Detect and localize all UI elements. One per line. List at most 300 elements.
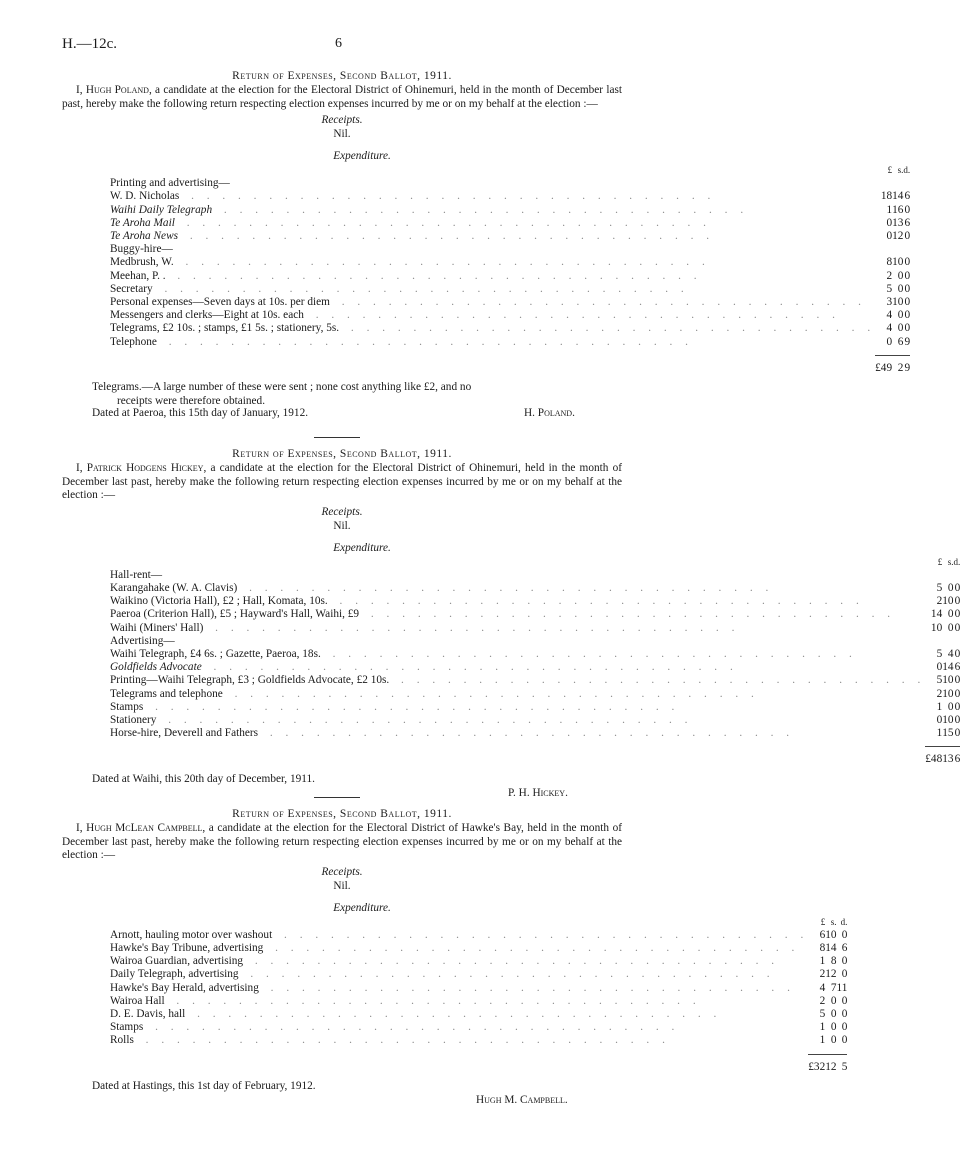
expense-label: Waihi (Miners' Hall) <box>110 622 207 634</box>
amount-shillings: 0 <box>830 1034 837 1047</box>
amount-pounds: 2 <box>936 595 943 608</box>
amount-pounds: 5 <box>819 1007 826 1020</box>
amount-shillings: 10 <box>942 713 954 726</box>
expenditure-table <box>110 916 847 1074</box>
expense-label-cell <box>110 1034 808 1047</box>
leader-dots: . . . . . . . . . . . . . . . . . . . . . . . . . . . . . . . . . . <box>267 941 800 954</box>
expense-label: Paeroa (Criterion Hall), £5 ; Hayward's Hall, Waihi, £9 <box>110 608 363 620</box>
amount-pence: 0 <box>841 968 848 981</box>
expense-row <box>110 243 910 256</box>
amount-pounds: 0 <box>886 216 893 229</box>
section-divider <box>314 437 360 438</box>
total-row <box>110 747 960 767</box>
amount-shillings: 0 <box>947 621 954 634</box>
leader-dots: . . . . . . . . . . . . . . . . . . . . . . . . . . . . . . . . . . <box>160 335 693 348</box>
expense-label: Secretary <box>110 283 157 295</box>
amount-pence: 0 <box>904 269 911 282</box>
expense-label: Printing and advertising— <box>110 177 234 189</box>
expense-row <box>110 582 960 595</box>
leader-dots: . . . . . . . . . . . . . . . . . . . . . . . . . . . . . . . . . . <box>147 1021 680 1034</box>
amount-pence: 0 <box>904 296 911 309</box>
dated-line: Dated at Paeroa, this 15th day of January, 1912. <box>92 406 309 419</box>
amount-shillings: 14 <box>892 190 904 203</box>
amount-pounds: 1 <box>936 727 943 740</box>
amount-pence: 0 <box>954 687 960 700</box>
expense-row <box>110 701 960 714</box>
amount-pence: 0 <box>841 928 848 941</box>
amount-pounds: 8 <box>886 256 893 269</box>
column-header-spacer <box>110 916 808 929</box>
amount-shillings: 10 <box>942 687 954 700</box>
amount-pence: 0 <box>954 700 960 713</box>
amount-shillings: 13 <box>892 216 904 229</box>
amount-pounds: 0 <box>886 335 893 348</box>
amount-pounds <box>875 177 892 190</box>
expenditure-heading: Expenditure. <box>333 901 391 914</box>
expense-label-cell <box>110 256 875 269</box>
amount-shillings: 0 <box>897 322 904 335</box>
expense-label-cell <box>110 688 925 701</box>
amount-shillings: 10 <box>892 296 904 309</box>
column-header: s. <box>947 556 954 567</box>
expense-label-cell <box>110 230 875 243</box>
column-header: d. <box>953 556 960 567</box>
expense-label: Goldfields Advocate <box>110 661 206 673</box>
expense-row <box>110 217 910 230</box>
amount-pounds: 1 <box>886 203 893 216</box>
amount-pence: 0 <box>841 1021 848 1034</box>
leader-dots: . . . . . . . . . . . . . . . . . . . . . . . . . . . . . . . . . . <box>189 1007 722 1020</box>
amount-shillings: 10 <box>825 928 837 941</box>
column-header: s. <box>897 165 904 175</box>
total-label-spacer <box>110 747 925 767</box>
column-header-row <box>110 916 847 929</box>
amount-pounds: 4 <box>819 981 826 994</box>
total-row <box>110 1054 847 1074</box>
amount-shillings <box>942 569 953 582</box>
expense-label: Medbrush, W. <box>110 256 178 268</box>
amount-pence: 0 <box>841 955 848 968</box>
amount-pence: 6 <box>904 190 911 203</box>
column-header: d. <box>903 165 911 175</box>
expenditure-table <box>110 164 910 375</box>
expense-label: Karangahake (W. A. Clavis) <box>110 582 241 594</box>
column-header-row <box>110 164 910 177</box>
expense-label-cell <box>110 622 925 635</box>
amount-pounds: 0 <box>886 230 893 243</box>
expense-row <box>110 714 960 727</box>
expense-row <box>110 1021 847 1034</box>
amount-shillings: 16 <box>892 203 904 216</box>
expense-label-cell <box>110 674 925 687</box>
amount-pence: 0 <box>904 256 911 269</box>
expenditure-heading: Expenditure. <box>333 541 391 554</box>
amount-pence: 9 <box>904 335 911 348</box>
candidate-name: Hugh McLean Campbell <box>86 822 203 834</box>
expense-label-cell <box>110 727 925 740</box>
expenditure-heading: Expenditure. <box>333 150 391 162</box>
amount-pence <box>903 243 910 256</box>
leader-dots: . . . . . . . . . . . . . . . . . . . . . . . . . . . . . . . . . . <box>137 1034 670 1047</box>
expense-label: Hawke's Bay Tribune, advertising <box>110 942 267 954</box>
column-header: s. <box>830 916 837 927</box>
leader-dots: . . . . . . . . . . . . . . . . . . . . . . . . . . . . . . . . . . <box>160 713 693 726</box>
expense-row <box>110 648 960 661</box>
amount-pence: 0 <box>904 322 911 335</box>
amount-pence: 0 <box>954 581 960 594</box>
amount-pence: 0 <box>954 713 960 726</box>
leader-dots: . . . . . . . . . . . . . . . . . . . . . . . . . . . . . . . . . . <box>182 230 715 243</box>
note-line: Telegrams.—A large number of these were sent ; none cost anything like £2, and no <box>92 381 472 394</box>
amount-pounds: 14 <box>930 608 943 621</box>
expense-label: Daily Telegraph, advertising <box>110 968 243 980</box>
amount-pence: 0 <box>954 621 960 634</box>
column-header-row <box>110 556 960 569</box>
column-header-spacer <box>110 164 875 177</box>
amount-pence: 0 <box>904 282 911 295</box>
expense-label-cell <box>110 569 925 582</box>
leader-dots: . . . . . . . . . . . . . . . . . . . . . . . . . . . . . . . . . . <box>363 608 896 621</box>
amount-shillings: 0 <box>830 994 837 1007</box>
expense-label-cell <box>110 648 925 661</box>
amount-pounds: 5 <box>936 581 943 594</box>
amount-pounds: 1 <box>819 1021 826 1034</box>
expense-row <box>110 230 910 243</box>
expense-row <box>110 942 847 955</box>
expense-row <box>110 688 960 701</box>
expense-label: Waikino (Victoria Hall), £2 ; Hall, Komata, 10s. <box>110 595 332 607</box>
total-pence: 6 <box>954 747 960 767</box>
amount-shillings: 0 <box>830 1007 837 1020</box>
amount-shillings: 7 <box>830 981 837 994</box>
signature: H. Poland. <box>524 406 575 419</box>
leader-dots: . . . . . . . . . . . . . . . . . . . . . . . . . . . . . . . . . . <box>393 674 926 687</box>
expense-label-cell <box>110 204 875 217</box>
leader-dots: . . . . . . . . . . . . . . . . . . . . . . . . . . . . . . . . . . <box>226 687 759 700</box>
amount-pence: 0 <box>904 309 911 322</box>
amount-pounds: 2 <box>886 269 893 282</box>
page-number: 6 <box>335 36 342 51</box>
column-header: d. <box>840 916 848 927</box>
amount-shillings <box>942 635 953 648</box>
note-line: receipts were therefore obtained. <box>117 394 266 407</box>
amount-shillings: 14 <box>825 941 837 954</box>
expense-row <box>110 309 910 322</box>
expense-label-cell <box>110 217 875 230</box>
total-pence: 5 <box>837 1054 848 1074</box>
leader-dots: . . . . . . . . . . . . . . . . . . . . . . . . . . . . . . . . . . <box>168 994 701 1007</box>
expense-row <box>110 674 960 687</box>
amount-pounds <box>925 569 942 582</box>
leader-dots: . . . . . . . . . . . . . . . . . . . . . . . . . . . . . . . . . . <box>333 296 866 309</box>
expense-label: Stamps <box>110 1021 147 1033</box>
expense-label: Telegrams and telephone <box>110 688 227 700</box>
total-label-spacer <box>110 355 875 375</box>
expense-label-cell <box>110 982 808 995</box>
expense-label-cell <box>110 701 925 714</box>
expense-label: Horse-hire, Deverell and Fathers <box>110 727 262 739</box>
expense-row <box>110 270 910 283</box>
total-shillings: 12 <box>825 1054 836 1074</box>
amount-shillings: 12 <box>825 968 837 981</box>
expense-row <box>110 661 960 674</box>
section-divider <box>314 797 360 798</box>
expense-row <box>110 296 910 309</box>
amount-pounds: 2 <box>819 994 826 1007</box>
expense-row <box>110 727 960 740</box>
expense-label: Wairoa Hall <box>110 995 169 1007</box>
amount-pence <box>903 177 910 190</box>
amount-pounds: 0 <box>936 661 943 674</box>
amount-pounds <box>925 635 942 648</box>
expense-row <box>110 622 960 635</box>
expense-label-cell <box>110 635 925 648</box>
amount-pounds: 4 <box>886 309 893 322</box>
leader-dots: . . . . . . . . . . . . . . . . . . . . . . . . . . . . . . . . . . <box>331 595 864 608</box>
amount-shillings: 15 <box>942 727 954 740</box>
signature: Hugh M. Campbell. <box>476 1093 568 1106</box>
amount-pence: 6 <box>841 941 848 954</box>
expense-label-cell <box>110 1021 808 1034</box>
leader-dots: . . . . . . . . . . . . . . . . . . . . . . . . . . . . . . . . . . <box>169 269 702 282</box>
expense-label: Advertising— <box>110 635 179 647</box>
total-row <box>110 355 910 375</box>
amount-pence: 0 <box>904 230 911 243</box>
declaration-paragraph: I, Hugh Poland, a candidate at the election for the Electoral District of Ohinemuri, held in the month of December last past, hereby make the following return respecting election expenses incurred by me or on my behalf at the election :— <box>62 84 623 110</box>
expense-row <box>110 635 960 648</box>
return-section <box>62 448 960 805</box>
expense-label: Hall-rent— <box>110 569 166 581</box>
amount-shillings: 4 <box>947 647 954 660</box>
amount-shillings: 0 <box>897 282 904 295</box>
amount-shillings: 0 <box>897 309 904 322</box>
expense-label: W. D. Nicholas <box>110 190 183 202</box>
expense-row <box>110 595 960 608</box>
amount-pence: 0 <box>954 674 960 687</box>
leader-dots: . . . . . . . . . . . . . . . . . . . . . . . . . . . . . . . . . . <box>247 955 780 968</box>
amount-shillings <box>892 243 903 256</box>
expense-label-cell <box>110 942 808 955</box>
expense-label: Te Aroha News <box>110 230 182 242</box>
leader-dots: . . . . . . . . . . . . . . . . . . . . . . . . . . . . . . . . . . <box>343 322 876 335</box>
candidate-name: Patrick Hodgens Hickey <box>86 462 204 474</box>
amount-pounds: 5 <box>886 282 893 295</box>
amount-shillings: 12 <box>892 230 904 243</box>
expense-row <box>110 322 910 335</box>
receipts-value: Nil. <box>333 879 351 892</box>
expense-row <box>110 204 910 217</box>
amount-pounds: 5 <box>936 674 943 687</box>
amount-pounds: 1 <box>819 955 826 968</box>
total-pounds: £48 <box>925 747 942 767</box>
expense-label-cell <box>110 296 875 309</box>
amount-pounds: 18 <box>880 190 893 203</box>
expense-row <box>110 283 910 296</box>
amount-pounds: 10 <box>930 621 943 634</box>
amount-pence: 0 <box>841 1034 848 1047</box>
expense-label: Arnott, hauling motor over washout <box>110 929 276 941</box>
amount-pounds: 1 <box>819 1034 826 1047</box>
expense-label-cell <box>110 1008 808 1021</box>
expense-label: Meehan, P. . <box>110 270 170 282</box>
amount-pence: 0 <box>904 203 911 216</box>
amount-pounds: 3 <box>886 296 893 309</box>
expense-label: Stationery <box>110 714 160 726</box>
declaration-paragraph: I, Patrick Hodgens Hickey, a candidate at the election for the Electoral District of Ohinemuri, held in the month of December last past, hereby make the following return respecting election expenses incurred by me or on my behalf at the election :— <box>62 462 622 501</box>
expense-label: Waihi Telegraph, £4 6s. ; Gazette, Paeroa, 18s. <box>110 648 325 660</box>
amount-shillings: 8 <box>830 955 837 968</box>
receipts-value: Nil. <box>333 519 351 532</box>
expense-row <box>110 336 910 349</box>
amount-pence: 0 <box>841 994 848 1007</box>
expense-label-cell <box>110 714 925 727</box>
expense-label-cell <box>110 177 875 190</box>
amount-pence <box>954 569 960 582</box>
amount-shillings: 0 <box>897 269 904 282</box>
expense-label: Wairoa Guardian, advertising <box>110 955 247 967</box>
expense-row <box>110 929 847 942</box>
expense-label: Personal expenses—Seven days at 10s. per diem <box>110 296 334 308</box>
expense-row <box>110 968 847 981</box>
receipts-value: Nil. <box>333 128 351 140</box>
amount-pence: 0 <box>954 727 960 740</box>
amount-pounds <box>875 243 892 256</box>
leader-dots: . . . . . . . . . . . . . . . . . . . . . . . . . . . . . . . . . . <box>183 190 716 203</box>
leader-dots: . . . . . . . . . . . . . . . . . . . . . . . . . . . . . . . . . . <box>242 968 775 981</box>
amount-pence <box>954 635 960 648</box>
expense-label-cell <box>110 283 875 296</box>
expense-label-cell <box>110 955 808 968</box>
leader-dots: . . . . . . . . . . . . . . . . . . . . . . . . . . . . . . . . . . <box>205 661 738 674</box>
total-shillings: 13 <box>942 747 953 767</box>
expense-row <box>110 608 960 621</box>
return-title: Return of Expenses, Second Ballot, 1911. <box>232 70 452 82</box>
expense-label: D. E. Davis, hall <box>110 1008 189 1020</box>
expense-row <box>110 569 960 582</box>
expense-label-cell <box>110 309 875 322</box>
leader-dots: . . . . . . . . . . . . . . . . . . . . . . . . . . . . . . . . . . <box>241 581 774 594</box>
receipts-heading: Receipts. <box>321 114 363 126</box>
amount-shillings: 0 <box>947 700 954 713</box>
expense-label-cell <box>110 322 875 335</box>
expense-label: Te Aroha Mail <box>110 217 179 229</box>
expense-label: Hawke's Bay Herald, advertising <box>110 982 263 994</box>
expense-label: Printing—Waihi Telegraph, £3 ; Goldfields Advocate, £2 10s. <box>110 674 393 686</box>
return-section <box>62 808 848 1112</box>
expense-label-cell <box>110 661 925 674</box>
amount-shillings: 10 <box>942 595 954 608</box>
amount-pence: 11 <box>836 981 848 994</box>
return-section <box>62 70 911 421</box>
expense-label-cell <box>110 270 875 283</box>
expense-row <box>110 995 847 1008</box>
amount-shillings: 0 <box>830 1021 837 1034</box>
amount-shillings: 0 <box>947 608 954 621</box>
expense-label: Telegrams, £2 10s. ; stamps, £1 5s. ; stationery, 5s. <box>110 322 343 334</box>
amount-shillings: 10 <box>942 674 954 687</box>
expense-row <box>110 1034 847 1047</box>
expense-label: Messengers and clerks—Eight at 10s. each <box>110 309 308 321</box>
leader-dots: . . . . . . . . . . . . . . . . . . . . . . . . . . . . . . . . . . <box>216 203 749 216</box>
expense-row <box>110 982 847 995</box>
amount-pounds: 2 <box>819 968 826 981</box>
expense-label-cell <box>110 608 925 621</box>
expense-label: Waihi Daily Telegraph <box>110 204 216 216</box>
amount-pounds: 5 <box>936 647 943 660</box>
amount-pounds: 1 <box>936 700 943 713</box>
expense-label-cell <box>110 595 925 608</box>
amount-pence: 0 <box>954 595 960 608</box>
amount-shillings: 14 <box>942 661 954 674</box>
leader-dots: . . . . . . . . . . . . . . . . . . . . . . . . . . . . . . . . . . <box>262 727 795 740</box>
leader-dots: . . . . . . . . . . . . . . . . . . . . . . . . . . . . . . . . . . <box>207 621 740 634</box>
expense-label: Telephone <box>110 336 161 348</box>
return-title: Return of Expenses, Second Ballot, 1911. <box>232 448 452 460</box>
receipts-heading: Receipts. <box>321 505 363 518</box>
expense-row <box>110 190 910 203</box>
total-shillings: 2 <box>892 355 903 375</box>
amount-shillings: 0 <box>947 581 954 594</box>
amount-pounds: 6 <box>819 928 826 941</box>
expense-label-cell <box>110 582 925 595</box>
expense-label: Buggy-hire— <box>110 243 177 255</box>
amount-pounds: 4 <box>886 322 893 335</box>
amount-pence: 0 <box>954 647 960 660</box>
candidate-name: Hugh Poland <box>85 84 149 96</box>
paper-reference: H.—12c. <box>62 36 117 52</box>
amount-pence: 0 <box>954 608 960 621</box>
total-pence: 9 <box>903 355 910 375</box>
return-title: Return of Expenses, Second Ballot, 1911. <box>232 808 452 820</box>
amount-pounds: 2 <box>936 687 943 700</box>
total-pounds: £32 <box>808 1054 825 1074</box>
expense-label-cell <box>110 929 808 942</box>
declaration-paragraph: I, Hugh McLean Campbell, a candidate at the election for the Electoral District of Hawke's Bay, held in the month of December last past, hereby make the following return respecting election expenses incurred by me or on my behalf at the election :— <box>62 822 622 861</box>
expense-row <box>110 1008 847 1021</box>
expense-row <box>110 177 910 190</box>
amount-pounds: 8 <box>819 941 826 954</box>
expense-row <box>110 955 847 968</box>
column-header: £ <box>937 556 943 567</box>
leader-dots: . . . . . . . . . . . . . . . . . . . . . . . . . . . . . . . . . . <box>262 981 795 994</box>
amount-shillings: 6 <box>897 335 904 348</box>
expense-label: Stamps <box>110 701 147 713</box>
amount-shillings <box>892 177 903 190</box>
column-header: £ <box>887 165 893 175</box>
leader-dots: . . . . . . . . . . . . . . . . . . . . . . . . . . . . . . . . . . <box>156 282 689 295</box>
amount-pence: 6 <box>904 216 911 229</box>
receipts-heading: Receipts. <box>321 865 363 878</box>
total-pounds: £49 <box>875 355 892 375</box>
amount-pence: 0 <box>841 1007 848 1020</box>
leader-dots: . . . . . . . . . . . . . . . . . . . . . . . . . . . . . . . . . . <box>177 256 710 269</box>
column-header-spacer <box>110 556 925 569</box>
expense-label: Rolls <box>110 1034 138 1046</box>
signature: P. H. Hickey. <box>508 786 568 799</box>
amount-pounds: 0 <box>936 713 943 726</box>
expenditure-table <box>110 556 960 767</box>
total-label-spacer <box>110 1054 808 1074</box>
amount-shillings: 10 <box>892 256 904 269</box>
expense-label-cell <box>110 336 875 349</box>
leader-dots: . . . . . . . . . . . . . . . . . . . . . . . . . . . . . . . . . . <box>147 700 680 713</box>
expense-label-cell <box>110 968 808 981</box>
column-header: £ <box>820 916 826 927</box>
leader-dots: . . . . . . . . . . . . . . . . . . . . . . . . . . . . . . . . . . <box>307 309 840 322</box>
expense-label-cell <box>110 190 875 203</box>
leader-dots: . . . . . . . . . . . . . . . . . . . . . . . . . . . . . . . . . . <box>324 647 857 660</box>
dated-line: Dated at Waihi, this 20th day of December, 1911. <box>92 772 315 785</box>
